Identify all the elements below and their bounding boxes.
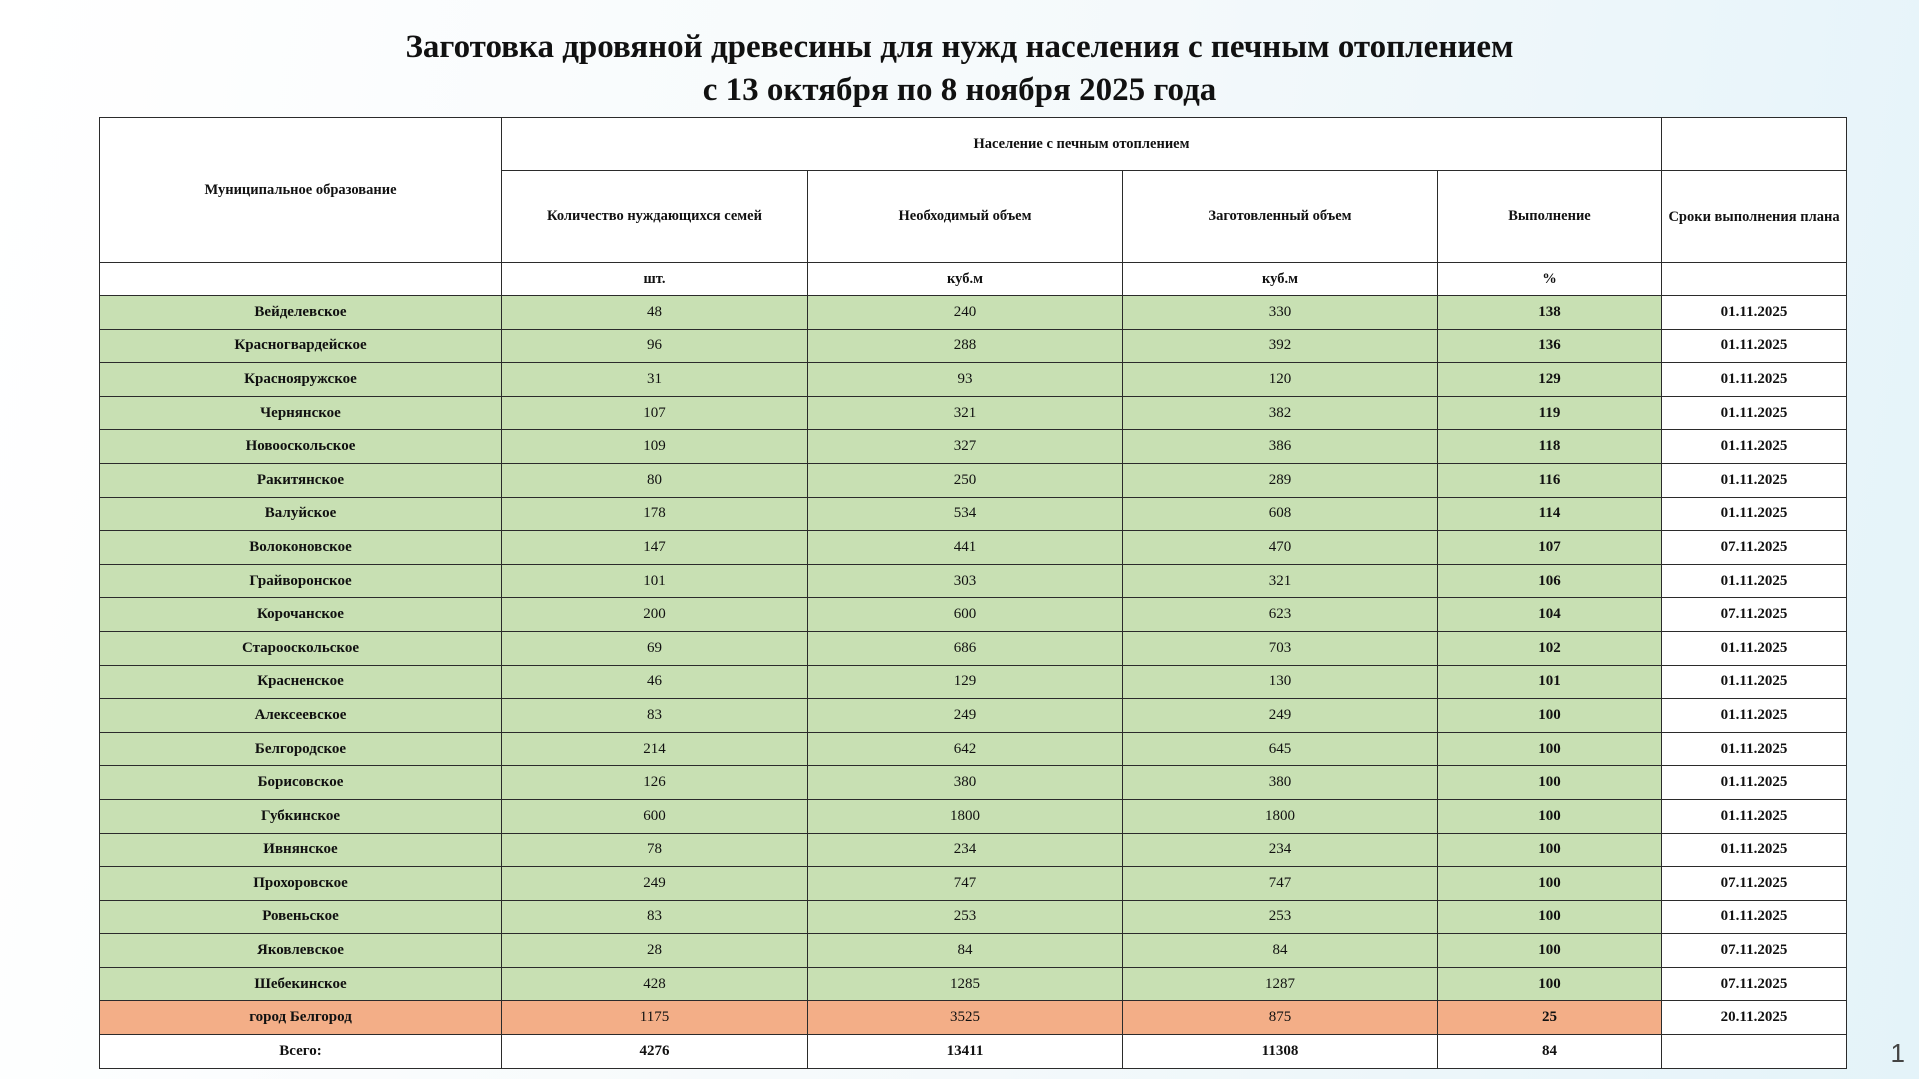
cell-required-volume: 380 bbox=[808, 766, 1123, 800]
cell-municipality: Борисовское bbox=[100, 766, 502, 800]
cell-completion: 100 bbox=[1438, 799, 1662, 833]
cell-families: 83 bbox=[502, 699, 808, 733]
cell-municipality: город Белгород bbox=[100, 1001, 502, 1035]
cell-municipality: Прохоровское bbox=[100, 867, 502, 901]
cell-deadline: 01.11.2025 bbox=[1662, 732, 1847, 766]
cell-completion: 100 bbox=[1438, 934, 1662, 968]
total-deadline bbox=[1662, 1035, 1847, 1069]
cell-completion: 102 bbox=[1438, 631, 1662, 665]
cell-required-volume: 1285 bbox=[808, 967, 1123, 1001]
table-row bbox=[100, 900, 1847, 934]
cell-completion: 100 bbox=[1438, 766, 1662, 800]
cell-deadline: 01.11.2025 bbox=[1662, 564, 1847, 598]
cell-families: 200 bbox=[502, 598, 808, 632]
cell-completion: 106 bbox=[1438, 564, 1662, 598]
header-completion: Выполнение bbox=[1438, 171, 1662, 263]
cell-families: 178 bbox=[502, 497, 808, 531]
table-row bbox=[100, 833, 1847, 867]
harvest-table bbox=[99, 117, 1847, 1069]
cell-completion: 136 bbox=[1438, 329, 1662, 363]
cell-deadline: 07.11.2025 bbox=[1662, 531, 1847, 565]
cell-families: 46 bbox=[502, 665, 808, 699]
cell-families: 69 bbox=[502, 631, 808, 665]
cell-municipality: Корочанское bbox=[100, 598, 502, 632]
cell-completion: 100 bbox=[1438, 732, 1662, 766]
cell-municipality: Чернянское bbox=[100, 396, 502, 430]
table-row bbox=[100, 732, 1847, 766]
table-row bbox=[100, 967, 1847, 1001]
table-row bbox=[100, 463, 1847, 497]
cell-municipality: Белгородское bbox=[100, 732, 502, 766]
cell-harvested-volume: 608 bbox=[1123, 497, 1438, 531]
header-municipality: Муниципальное образование bbox=[100, 118, 502, 263]
cell-required-volume: 253 bbox=[808, 900, 1123, 934]
total-completion: 84 bbox=[1438, 1035, 1662, 1069]
cell-harvested-volume: 703 bbox=[1123, 631, 1438, 665]
cell-harvested-volume: 1800 bbox=[1123, 799, 1438, 833]
cell-required-volume: 747 bbox=[808, 867, 1123, 901]
table-row bbox=[100, 296, 1847, 330]
cell-completion: 100 bbox=[1438, 699, 1662, 733]
table-row bbox=[100, 1001, 1847, 1035]
cell-completion: 116 bbox=[1438, 463, 1662, 497]
cell-completion: 114 bbox=[1438, 497, 1662, 531]
table-row bbox=[100, 665, 1847, 699]
cell-completion: 100 bbox=[1438, 833, 1662, 867]
cell-municipality: Шебекинское bbox=[100, 967, 502, 1001]
cell-deadline: 20.11.2025 bbox=[1662, 1001, 1847, 1035]
cell-deadline: 01.11.2025 bbox=[1662, 396, 1847, 430]
cell-harvested-volume: 289 bbox=[1123, 463, 1438, 497]
cell-required-volume: 327 bbox=[808, 430, 1123, 464]
cell-harvested-volume: 84 bbox=[1123, 934, 1438, 968]
cell-municipality: Яковлевское bbox=[100, 934, 502, 968]
cell-completion: 100 bbox=[1438, 967, 1662, 1001]
cell-required-volume: 321 bbox=[808, 396, 1123, 430]
table-row bbox=[100, 699, 1847, 733]
cell-families: 107 bbox=[502, 396, 808, 430]
cell-required-volume: 642 bbox=[808, 732, 1123, 766]
cell-municipality: Красногвардейское bbox=[100, 329, 502, 363]
cell-completion: 119 bbox=[1438, 396, 1662, 430]
table-row bbox=[100, 564, 1847, 598]
cell-families: 147 bbox=[502, 531, 808, 565]
cell-deadline: 01.11.2025 bbox=[1662, 430, 1847, 464]
cell-completion: 101 bbox=[1438, 665, 1662, 699]
cell-deadline: 07.11.2025 bbox=[1662, 867, 1847, 901]
cell-required-volume: 303 bbox=[808, 564, 1123, 598]
header-harvested-volume: Заготовленный объем bbox=[1123, 171, 1438, 263]
table-row bbox=[100, 934, 1847, 968]
cell-deadline: 01.11.2025 bbox=[1662, 296, 1847, 330]
cell-harvested-volume: 330 bbox=[1123, 296, 1438, 330]
cell-families: 126 bbox=[502, 766, 808, 800]
cell-required-volume: 686 bbox=[808, 631, 1123, 665]
cell-required-volume: 240 bbox=[808, 296, 1123, 330]
cell-completion: 25 bbox=[1438, 1001, 1662, 1035]
unit-required-volume: куб.м bbox=[808, 263, 1123, 296]
header-deadline: Сроки выполнения плана bbox=[1662, 171, 1847, 263]
cell-municipality: Валуйское bbox=[100, 497, 502, 531]
cell-harvested-volume: 386 bbox=[1123, 430, 1438, 464]
cell-required-volume: 249 bbox=[808, 699, 1123, 733]
cell-required-volume: 534 bbox=[808, 497, 1123, 531]
cell-completion: 118 bbox=[1438, 430, 1662, 464]
cell-harvested-volume: 623 bbox=[1123, 598, 1438, 632]
cell-deadline: 01.11.2025 bbox=[1662, 497, 1847, 531]
cell-families: 83 bbox=[502, 900, 808, 934]
cell-harvested-volume: 130 bbox=[1123, 665, 1438, 699]
unit-families: шт. bbox=[502, 263, 808, 296]
cell-harvested-volume: 321 bbox=[1123, 564, 1438, 598]
cell-deadline: 01.11.2025 bbox=[1662, 329, 1847, 363]
cell-families: 249 bbox=[502, 867, 808, 901]
table-body bbox=[100, 296, 1847, 1069]
cell-deadline: 01.11.2025 bbox=[1662, 833, 1847, 867]
header-families: Количество нуждающихся семей bbox=[502, 171, 808, 263]
table-row bbox=[100, 363, 1847, 397]
cell-families: 600 bbox=[502, 799, 808, 833]
cell-harvested-volume: 747 bbox=[1123, 867, 1438, 901]
cell-municipality: Грайворонское bbox=[100, 564, 502, 598]
cell-harvested-volume: 234 bbox=[1123, 833, 1438, 867]
cell-deadline: 01.11.2025 bbox=[1662, 631, 1847, 665]
cell-deadline: 01.11.2025 bbox=[1662, 699, 1847, 733]
cell-deadline: 01.11.2025 bbox=[1662, 766, 1847, 800]
cell-municipality: Краснояружское bbox=[100, 363, 502, 397]
table-row bbox=[100, 497, 1847, 531]
cell-required-volume: 600 bbox=[808, 598, 1123, 632]
cell-families: 96 bbox=[502, 329, 808, 363]
cell-families: 28 bbox=[502, 934, 808, 968]
cell-harvested-volume: 380 bbox=[1123, 766, 1438, 800]
cell-deadline: 07.11.2025 bbox=[1662, 934, 1847, 968]
cell-municipality: Вейделевское bbox=[100, 296, 502, 330]
header-population-group: Население с печным отоплением bbox=[502, 118, 1662, 171]
cell-municipality: Ровеньское bbox=[100, 900, 502, 934]
cell-deadline: 07.11.2025 bbox=[1662, 967, 1847, 1001]
cell-completion: 129 bbox=[1438, 363, 1662, 397]
cell-required-volume: 84 bbox=[808, 934, 1123, 968]
unit-deadline-empty bbox=[1662, 263, 1847, 296]
cell-required-volume: 1800 bbox=[808, 799, 1123, 833]
cell-deadline: 01.11.2025 bbox=[1662, 665, 1847, 699]
cell-municipality: Волоконовское bbox=[100, 531, 502, 565]
page-number: 1 bbox=[1890, 1038, 1905, 1068]
total-row bbox=[100, 1035, 1847, 1069]
cell-deadline: 07.11.2025 bbox=[1662, 598, 1847, 632]
cell-harvested-volume: 392 bbox=[1123, 329, 1438, 363]
cell-required-volume: 288 bbox=[808, 329, 1123, 363]
total-required-volume: 13411 bbox=[808, 1035, 1123, 1069]
cell-harvested-volume: 875 bbox=[1123, 1001, 1438, 1035]
cell-municipality: Красненское bbox=[100, 665, 502, 699]
cell-required-volume: 93 bbox=[808, 363, 1123, 397]
cell-municipality: Новооскольское bbox=[100, 430, 502, 464]
cell-families: 1175 bbox=[502, 1001, 808, 1035]
title-line-2: с 13 октября по 8 ноября 2025 года bbox=[702, 72, 1217, 108]
cell-required-volume: 129 bbox=[808, 665, 1123, 699]
table-row bbox=[100, 867, 1847, 901]
cell-deadline: 01.11.2025 bbox=[1662, 363, 1847, 397]
table-row bbox=[100, 396, 1847, 430]
header-required-volume: Необходимый объем bbox=[808, 171, 1123, 263]
header-empty-cell bbox=[1662, 118, 1847, 171]
cell-municipality: Ивнянское bbox=[100, 833, 502, 867]
cell-harvested-volume: 253 bbox=[1123, 900, 1438, 934]
cell-municipality: Старооскольское bbox=[100, 631, 502, 665]
cell-deadline: 01.11.2025 bbox=[1662, 799, 1847, 833]
cell-completion: 100 bbox=[1438, 900, 1662, 934]
cell-completion: 104 bbox=[1438, 598, 1662, 632]
cell-harvested-volume: 1287 bbox=[1123, 967, 1438, 1001]
cell-families: 48 bbox=[502, 296, 808, 330]
table-row bbox=[100, 799, 1847, 833]
cell-required-volume: 3525 bbox=[808, 1001, 1123, 1035]
cell-families: 31 bbox=[502, 363, 808, 397]
cell-required-volume: 234 bbox=[808, 833, 1123, 867]
total-families: 4276 bbox=[502, 1035, 808, 1069]
total-harvested-volume: 11308 bbox=[1123, 1035, 1438, 1069]
cell-deadline: 01.11.2025 bbox=[1662, 463, 1847, 497]
cell-deadline: 01.11.2025 bbox=[1662, 900, 1847, 934]
unit-harvested-volume: куб.м bbox=[1123, 263, 1438, 296]
cell-harvested-volume: 645 bbox=[1123, 732, 1438, 766]
cell-families: 78 bbox=[502, 833, 808, 867]
cell-required-volume: 250 bbox=[808, 463, 1123, 497]
table-row bbox=[100, 766, 1847, 800]
cell-harvested-volume: 382 bbox=[1123, 396, 1438, 430]
cell-completion: 107 bbox=[1438, 531, 1662, 565]
cell-families: 80 bbox=[502, 463, 808, 497]
unit-completion: % bbox=[1438, 263, 1662, 296]
cell-harvested-volume: 470 bbox=[1123, 531, 1438, 565]
title-line-1: Заготовка дровяной древесины для нужд населения с печным отоплением bbox=[405, 29, 1514, 65]
cell-completion: 138 bbox=[1438, 296, 1662, 330]
cell-families: 101 bbox=[502, 564, 808, 598]
cell-families: 428 bbox=[502, 967, 808, 1001]
cell-families: 109 bbox=[502, 430, 808, 464]
page-title bbox=[0, 26, 1919, 112]
cell-municipality: Алексеевское bbox=[100, 699, 502, 733]
table-row bbox=[100, 531, 1847, 565]
total-label: Всего: bbox=[100, 1035, 502, 1069]
table-row bbox=[100, 329, 1847, 363]
cell-harvested-volume: 120 bbox=[1123, 363, 1438, 397]
cell-completion: 100 bbox=[1438, 867, 1662, 901]
table-row bbox=[100, 598, 1847, 632]
cell-municipality: Ракитянское bbox=[100, 463, 502, 497]
cell-required-volume: 441 bbox=[808, 531, 1123, 565]
table-row bbox=[100, 430, 1847, 464]
cell-harvested-volume: 249 bbox=[1123, 699, 1438, 733]
cell-families: 214 bbox=[502, 732, 808, 766]
cell-municipality: Губкинское bbox=[100, 799, 502, 833]
table-row bbox=[100, 631, 1847, 665]
units-empty-cell bbox=[100, 263, 502, 296]
